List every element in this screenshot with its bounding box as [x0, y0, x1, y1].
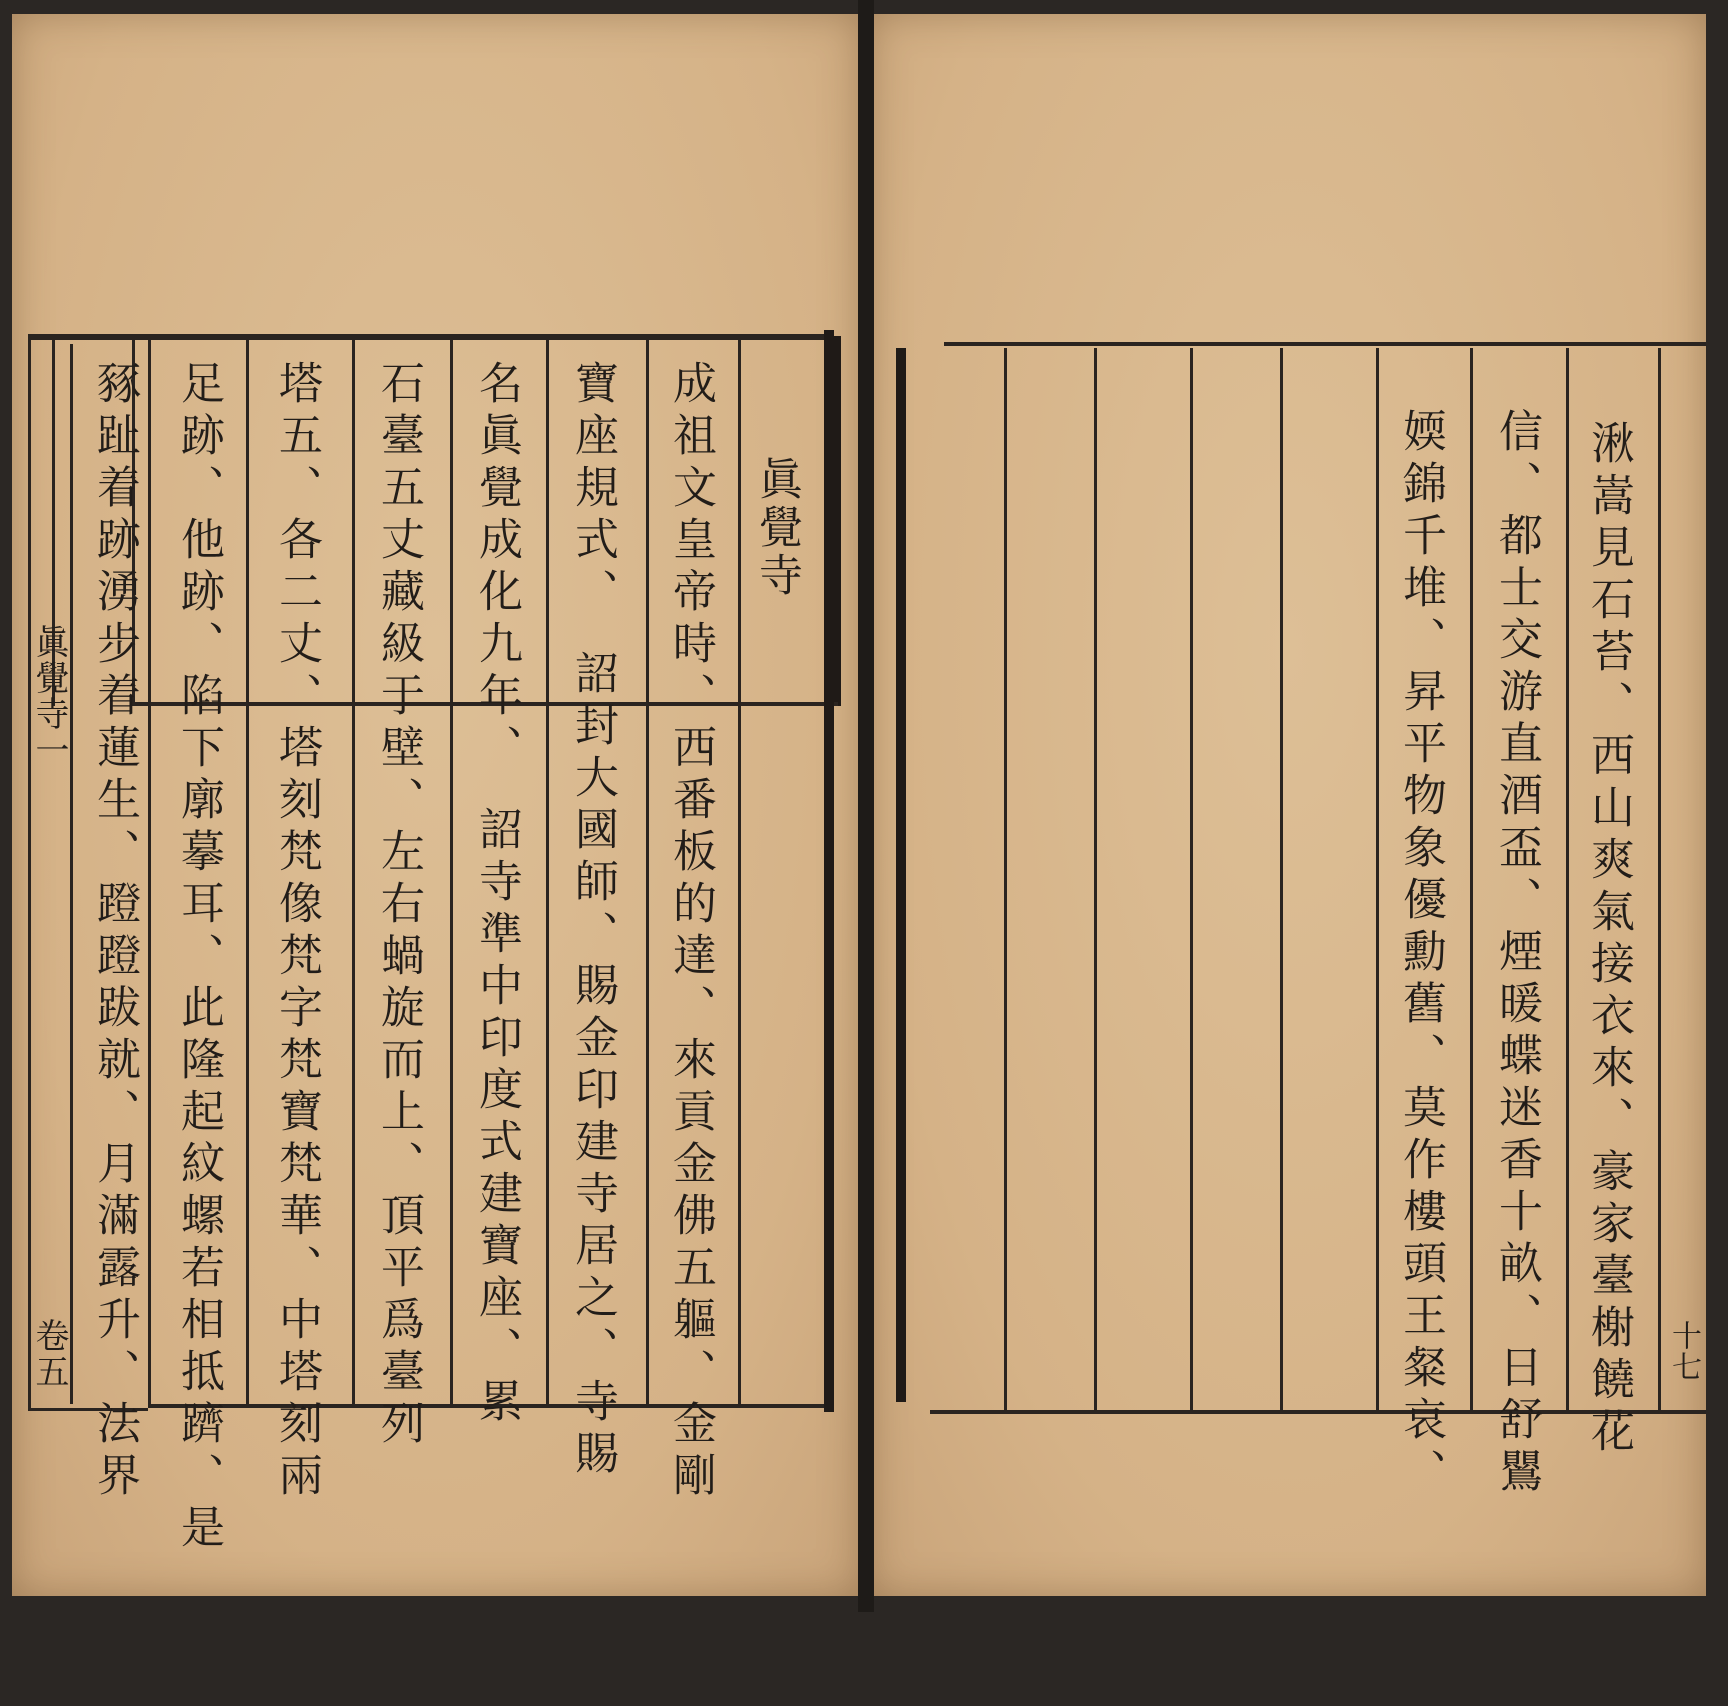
left-column-1: 成祖文皇帝時、西番板的達、來貢金佛五軀、金剛 — [665, 360, 716, 1504]
left-column-4: 石臺五丈藏級于壁、左右蝸旋而上、頂平爲臺列 — [373, 360, 424, 1452]
rf-top — [944, 342, 1706, 346]
right-column-2: 信、都士交游直酒盃、煙暖蝶迷香十畝、日舒鸎 — [1491, 408, 1542, 1500]
lf-left-edge — [28, 334, 31, 1410]
rf-rule-8 — [1658, 348, 1661, 1410]
lf-col-rule-0 — [148, 336, 151, 1408]
right-folio: 十七 — [1666, 1320, 1701, 1382]
rf-rule-2 — [1094, 348, 1097, 1410]
lf-col-rule-3 — [450, 336, 453, 1408]
rf-rule-6 — [1470, 348, 1473, 1410]
left-margin-volume: 卷五 — [29, 1318, 69, 1390]
left-column-3: 名眞覺成化九年、 詔寺準中印度式建寶座、累 — [471, 360, 522, 1430]
left-column-5: 塔五、各二丈、塔刻梵像梵字梵寶梵華、中塔刻兩 — [271, 360, 322, 1504]
lf-col-rule-4 — [546, 336, 549, 1408]
left-column-6: 足跡、他跡、陷下廓摹耳、此隆起紋螺若相抵躋、是 — [173, 360, 224, 1556]
lf-col-rule-5 — [646, 336, 649, 1408]
rf-left-thick — [896, 348, 906, 1402]
rf-rule-7 — [1566, 348, 1569, 1410]
lf-col-rule-2 — [352, 336, 355, 1408]
left-column-7: 豩趾着跡湧步着蓮生、蹬蹬跋就、月滿露升、法界 — [89, 360, 140, 1504]
lf-right-thick — [824, 330, 834, 1412]
rf-rule-3 — [1190, 348, 1193, 1410]
rf-rule-5 — [1376, 348, 1379, 1410]
right-column-3: 媆錦千堆、昇平物象優勳舊、莫作樓頭王粲哀、 — [1395, 408, 1446, 1500]
right-column-1: 湫嵩見石苔、西山爽氣接衣來、豪家臺榭饒花 — [1583, 420, 1634, 1460]
left-title: 眞覺寺 — [751, 456, 802, 600]
left-column-2: 寶座規式、 詔封大國師、賜金印建寺居之、寺賜 — [567, 360, 618, 1482]
lf-col-rule-1 — [246, 336, 249, 1408]
left-margin-title: 眞覺寺一 — [29, 624, 69, 768]
lf-col-rule-a — [70, 344, 73, 1404]
rf-rule-1 — [1004, 348, 1007, 1410]
lf-col-rule-6 — [738, 340, 741, 1408]
rf-rule-4 — [1280, 348, 1283, 1410]
